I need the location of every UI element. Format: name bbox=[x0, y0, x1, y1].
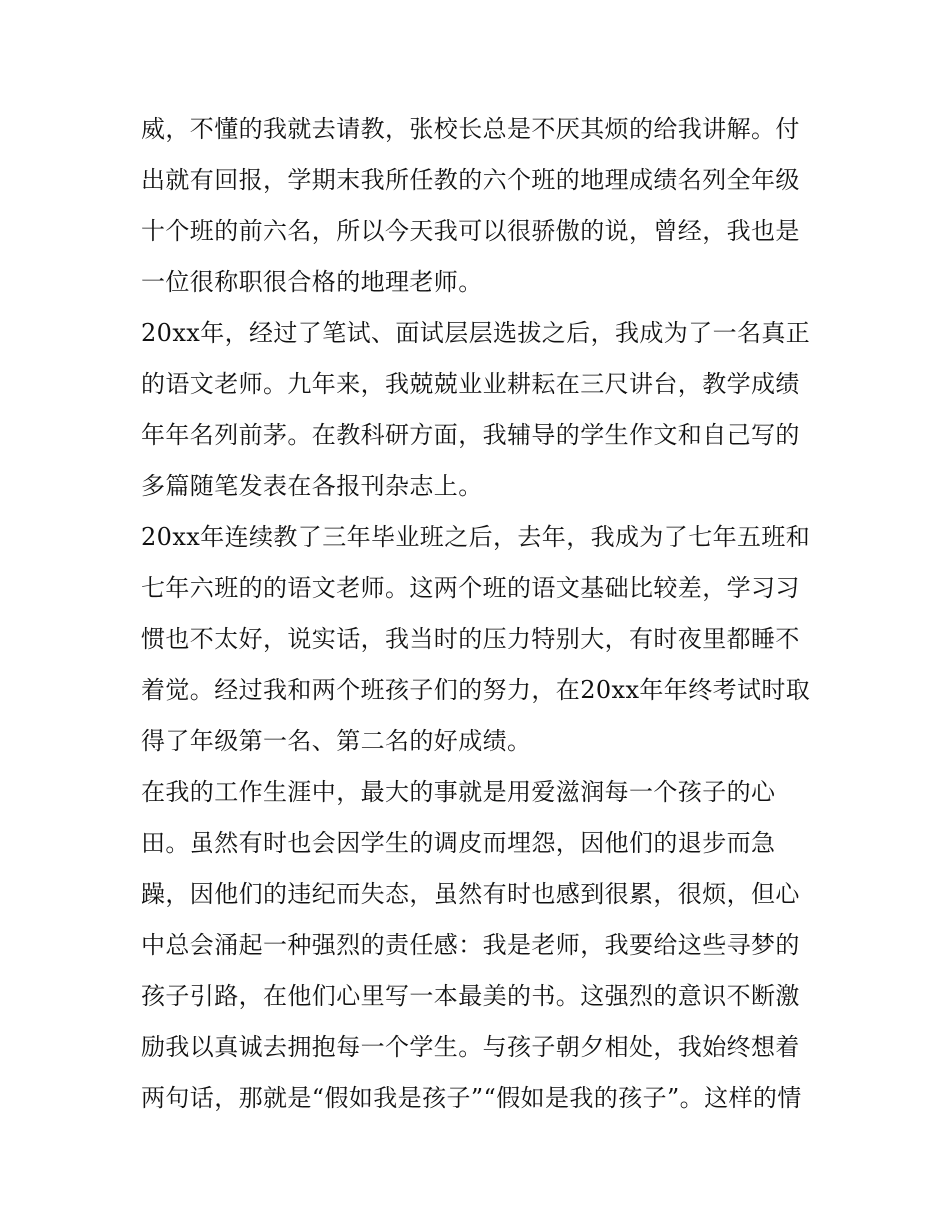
paragraph-grade-seven-classes: 20xx年连续教了三年毕业班之后，去年，我成为了七年五班和七年六班的的语文老师。这两个班的语文基础比较差，学习习惯也不太好，说实话，我当时的压力特别大，有时夜里都睡不着觉。经过我和两个班孩子们的努力，在20xx年年终考试时取得了年级第一名、第二名的好成绩。 bbox=[141, 523, 811, 755]
document-body bbox=[141, 104, 813, 1124]
paragraph-chinese-teacher: 20xx年，经过了笔试、面试层层选拔之后，我成为了一名真正的语文老师。九年来，我兢兢业业耕耘在三尺讲台，教学成绩年年名列前茅。在教科研方面，我辅导的学生作文和自己写的多篇随笔发表在各报刊杂志上。 bbox=[141, 319, 811, 500]
paragraph-career-love: 在我的工作生涯中，最大的事就是用爱滋润每一个孩子的心田。虽然有时也会因学生的调皮而埋怨，因他们的退步而急躁，因他们的违纪而失态，虽然有时也感到很累，很烦，但心中总会涌起一种强烈的责任感：我是老师，我要给这些寻梦的孩子引路，在他们心里写一本最美的书。这强烈的意识不断激励我以真诚去拥抱每一个学生。与孩子朝夕相处，我始终想着两句话，那就是“假如我是孩子”“假如是我的孩子”。这样的情 bbox=[141, 778, 802, 1112]
paragraph-geography-teacher: 威，不懂的我就去请教，张校长总是不厌其烦的给我讲解。付出就有回报，学期末我所任教的六个班的地理成绩名列全年级十个班的前六名，所以今天我可以很骄傲的说，曾经，我也是一位很称职很合格的地理老师。 bbox=[141, 115, 800, 296]
